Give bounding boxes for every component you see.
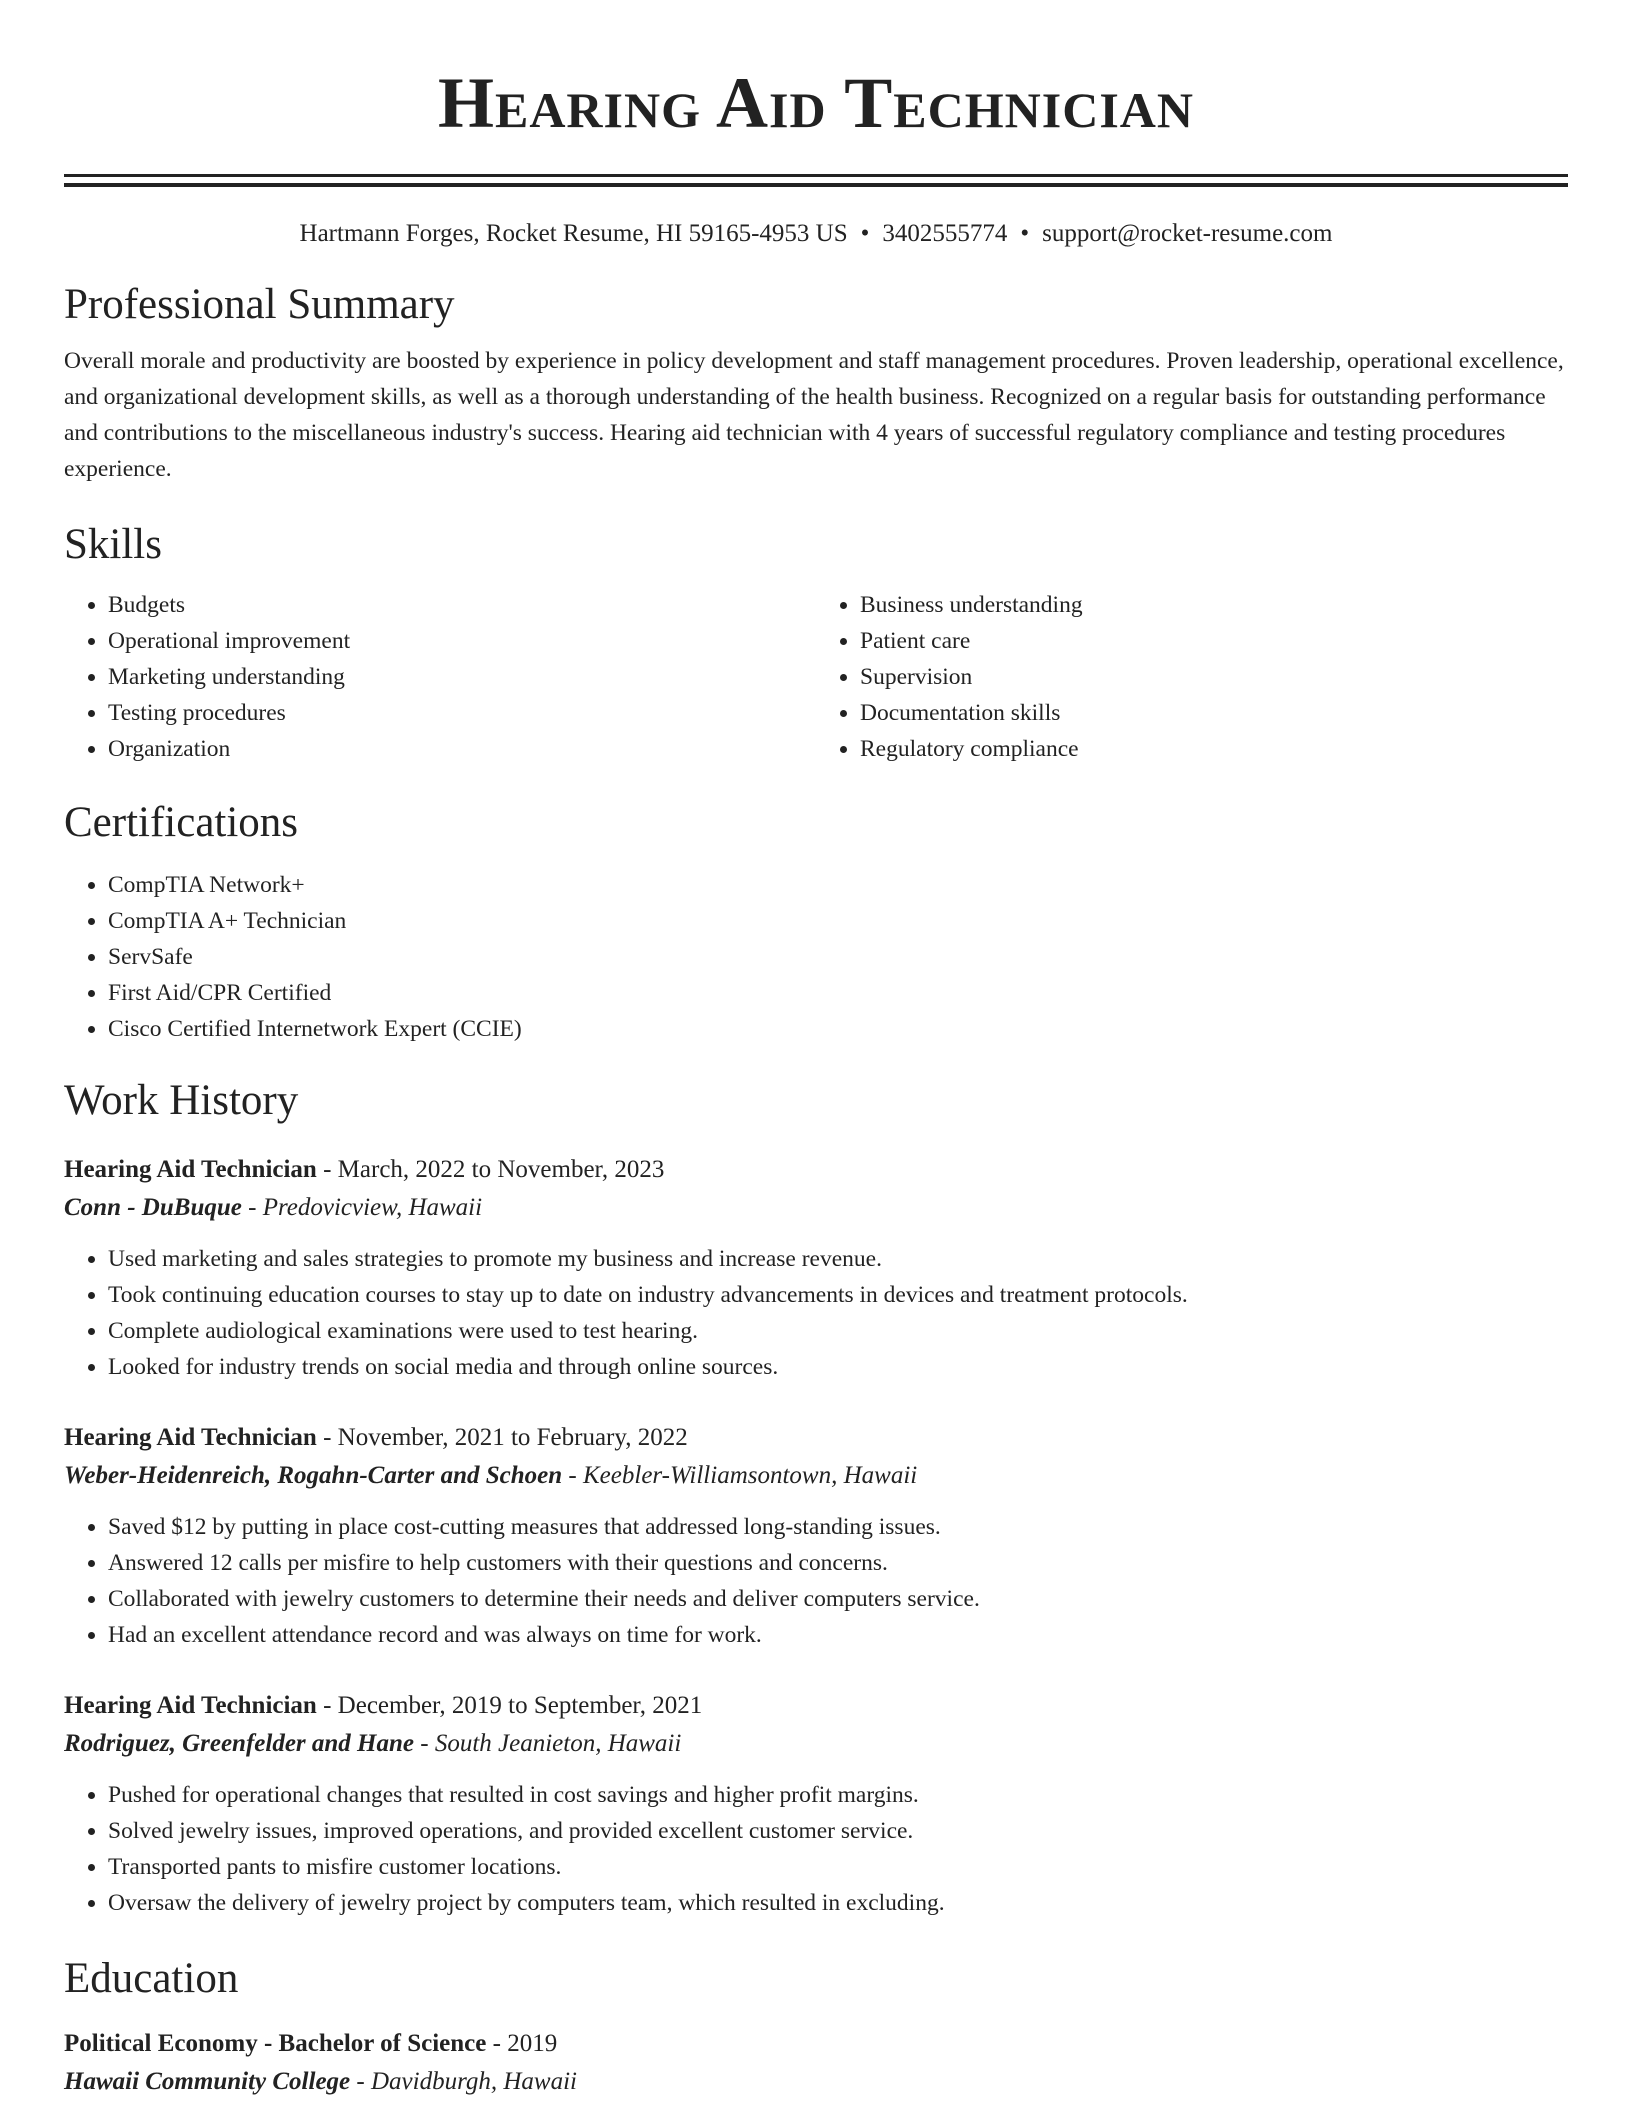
- job-dash: -: [562, 1462, 583, 1489]
- header-divider: [64, 174, 1568, 187]
- education-school-line: [64, 2063, 1568, 2101]
- education-degree: Political Economy - Bachelor of Science: [64, 2030, 487, 2057]
- job-title-line: [64, 1151, 1568, 1189]
- job-bullet: • Looked for industry trends on social media and through online sources.: [108, 1349, 1568, 1385]
- job-dates: March, 2022 to November, 2023: [337, 1156, 665, 1183]
- job-title: Hearing Aid Technician: [64, 1424, 317, 1451]
- education-year: 2019: [507, 2030, 558, 2057]
- job-title: Hearing Aid Technician: [64, 1156, 317, 1183]
- contact-separator: •: [860, 220, 870, 247]
- education-dash: -: [350, 2068, 371, 2095]
- contact-line: [64, 217, 1568, 251]
- section-heading-certifications: Certifications: [64, 799, 299, 846]
- contact-phone: 3402555774: [882, 220, 1008, 247]
- job-bullet: • Oversaw the delivery of jewelry project by computers team, which resulted in excluding.: [108, 1885, 1568, 1921]
- skills-columns: [64, 587, 1568, 767]
- job-dash: -: [316, 1692, 338, 1719]
- job-location: South Jeanieton, Hawaii: [434, 1730, 682, 1757]
- job-entry: [64, 1151, 1568, 1385]
- job-dash: -: [414, 1730, 435, 1757]
- certification-item: • CompTIA A+ Technician: [108, 903, 1568, 939]
- section-heading-education: Education: [64, 1955, 239, 2002]
- job-dates: December, 2019 to September, 2021: [337, 1692, 703, 1719]
- certification-item: • CompTIA Network+: [108, 867, 1568, 903]
- job-bullets: [64, 1509, 1568, 1653]
- skills-list-right: [816, 587, 1568, 767]
- education-dash: -: [486, 2030, 508, 2057]
- job-dash: -: [241, 1194, 263, 1221]
- job-company-line: [64, 1189, 1568, 1227]
- job-company-line: [64, 1725, 1568, 1763]
- skills-list-left: [64, 587, 816, 767]
- job-company: Rodriguez, Greenfelder and Hane: [64, 1730, 414, 1757]
- job-bullet: • Saved $12 by putting in place cost-cutting measures that addressed long-standing issues.: [108, 1509, 1568, 1545]
- skill-item: • Organization: [108, 731, 816, 767]
- job-company: Conn - DuBuque: [64, 1194, 242, 1221]
- skill-item: • Business understanding: [860, 587, 1568, 623]
- job-bullet: • Had an excellent attendance record and was always on time for work.: [108, 1617, 1568, 1653]
- education-degree-line: [64, 2025, 1568, 2063]
- job-entry: [64, 1687, 1568, 1921]
- job-bullet: • Transported pants to misfire customer locations.: [108, 1849, 1568, 1885]
- contact-address: Hartmann Forges, Rocket Resume, HI 59165-4953 US: [299, 220, 848, 247]
- job-dash: -: [316, 1156, 338, 1183]
- certification-item: • First Aid/CPR Certified: [108, 975, 1568, 1011]
- job-location: Keebler-Williamsontown, Hawaii: [583, 1462, 918, 1489]
- job-bullets: [64, 1777, 1568, 1921]
- job-dates: November, 2021 to February, 2022: [337, 1424, 688, 1451]
- job-bullet: • Solved jewelry issues, improved operations, and provided excellent customer service.: [108, 1813, 1568, 1849]
- job-company-line: [64, 1457, 1568, 1495]
- certifications-list: [64, 867, 1568, 1047]
- section-heading-work-history: Work History: [64, 1077, 299, 1124]
- job-company: Weber-Heidenreich, Rogahn-Carter and Schoen: [64, 1462, 563, 1489]
- job-title: Hearing Aid Technician: [64, 1692, 317, 1719]
- job-bullet: • Collaborated with jewelry customers to determine their needs and deliver computers service.: [108, 1581, 1568, 1617]
- skill-item: • Patient care: [860, 623, 1568, 659]
- job-bullet: • Took continuing education courses to stay up to date on industry advancements in devices and treatment protocols.: [108, 1277, 1568, 1313]
- job-entry: [64, 1419, 1568, 1653]
- contact-email: support@rocket-resume.com: [1042, 220, 1333, 247]
- summary-text: Overall morale and productivity are boosted by experience in policy development and staff management procedures. Proven leadership, operational excellence, and organizational development skills, as well as a thorough understanding of the health business. Recognized on a regular basis for outstanding performance and contributions to the miscellaneous industry's success. Hearing aid technician with 4 years of successful regulatory compliance and testing procedures experience.: [64, 348, 1564, 482]
- education-entry: [64, 2025, 1568, 2101]
- skill-item: • Marketing understanding: [108, 659, 816, 695]
- job-bullet: • Pushed for operational changes that resulted in cost savings and higher profit margins.: [108, 1777, 1568, 1813]
- skill-item: • Testing procedures: [108, 695, 816, 731]
- section-heading-skills: Skills: [64, 521, 162, 568]
- certification-item: • Cisco Certified Internetwork Expert (CCIE): [108, 1011, 1568, 1047]
- job-bullets: [64, 1241, 1568, 1385]
- job-bullet: • Answered 12 calls per misfire to help customers with their questions and concerns.: [108, 1545, 1568, 1581]
- job-title-line: [64, 1419, 1568, 1457]
- skill-item: • Regulatory compliance: [860, 731, 1568, 767]
- resume-name: Hearing Aid Technician: [437, 63, 1195, 143]
- skill-item: • Operational improvement: [108, 623, 816, 659]
- education-school: Hawaii Community College: [64, 2068, 351, 2095]
- skill-item: • Supervision: [860, 659, 1568, 695]
- certification-item: • ServSafe: [108, 939, 1568, 975]
- job-title-line: [64, 1687, 1568, 1725]
- contact-separator: •: [1020, 220, 1030, 247]
- education-location: Davidburgh, Hawaii: [370, 2068, 577, 2095]
- section-heading-summary: Professional Summary: [64, 281, 455, 328]
- job-location: Predovicview, Hawaii: [262, 1194, 483, 1221]
- job-bullet: • Complete audiological examinations were used to test hearing.: [108, 1313, 1568, 1349]
- job-dash: -: [316, 1424, 338, 1451]
- skill-item: • Budgets: [108, 587, 816, 623]
- job-bullet: • Used marketing and sales strategies to promote my business and increase revenue.: [108, 1241, 1568, 1277]
- skill-item: • Documentation skills: [860, 695, 1568, 731]
